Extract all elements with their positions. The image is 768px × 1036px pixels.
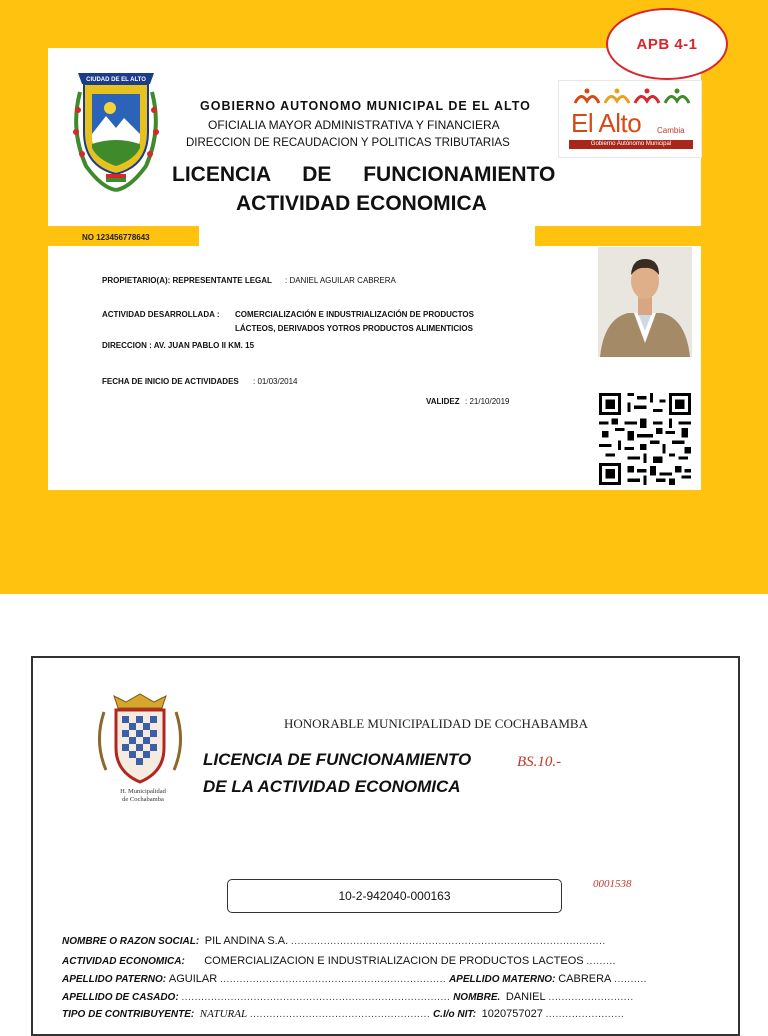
validity-label: VALIDEZ: [426, 397, 460, 406]
badge-label: APB 4-1: [636, 35, 698, 53]
certificate-serial: 0001538: [593, 878, 632, 890]
owner-label: PROPIETARIO(A): REPRESENTANTE LEGAL: [102, 276, 272, 285]
license-header-line3: DIRECCION DE RECAUDACION Y POLITICAS TRIBUTARIAS: [186, 137, 510, 149]
first-name-value: DANIEL: [505, 991, 546, 1003]
activity-value-line1: COMERCIALIZACIÓN E INDUSTRIALIZACIÓN DE PRODUCTOS: [235, 310, 474, 319]
maternal-label: APELLIDO MATERNO:: [448, 974, 556, 985]
dancers-icon: [571, 87, 691, 109]
activity-field-value: COMERCIALIZACION E INDUSTRIALIZACION DE PRODUCTOS LACTEOS: [204, 955, 584, 967]
dotted-line: .......................................................: [249, 1009, 431, 1020]
brand-suffix: Cambia: [657, 126, 685, 135]
owner-value: : DANIEL AGUILAR CABRERA: [285, 276, 396, 285]
activity-label: ACTIVIDAD DESARROLLADA :: [102, 310, 220, 319]
person-photo-icon: [598, 247, 692, 357]
license-title-line1: LICENCIA DE FUNCIONAMIENTO: [172, 163, 556, 186]
certificate-code-box: [227, 879, 562, 913]
certificate-title-line1: LICENCIA DE FUNCIONAMIENTO: [203, 750, 472, 769]
brand-name: El Alto: [571, 108, 642, 138]
start-date-value: : 01/03/2014: [253, 377, 298, 386]
surnames-row: [62, 973, 647, 985]
dotted-line: ..........: [614, 974, 647, 985]
activity-field-label: ACTIVIDAD ECONOMICA:: [62, 956, 185, 967]
married-label: APELLIDO DE CASADO:: [62, 992, 179, 1003]
taxpayer-value: NATURAL: [199, 1008, 248, 1020]
married-row: [62, 991, 634, 1003]
license-header-line2: OFICIALIA MAYOR ADMINISTRATIVA Y FINANCIERA: [208, 118, 500, 132]
name-value: PIL ANDINA S.A.: [204, 935, 289, 947]
seal-caption: [103, 788, 183, 804]
name-row: [62, 935, 606, 947]
el-alto-seal-logo: [66, 70, 166, 194]
el-alto-brand-logo: [558, 80, 702, 158]
maternal-value: CABRERA: [558, 973, 612, 985]
certificate-code: 10-2-942040-000163: [338, 889, 451, 903]
seal-caption-line1: H. Municipalidad: [120, 788, 166, 795]
seal-text: CIUDAD DE EL ALTO: [86, 77, 146, 83]
id-value: 1020757027: [481, 1008, 543, 1020]
seal-caption-line2: de Cochabamba: [122, 796, 164, 803]
dotted-line: ................................................................................................: [290, 936, 606, 947]
paternal-value: AGUILAR: [168, 973, 218, 985]
license-header-line1: GOBIERNO AUTONOMO MUNICIPAL DE EL ALTO: [200, 99, 531, 113]
license-title-line2: ACTIVIDAD ECONOMICA: [236, 192, 487, 215]
dotted-line: .....................................................................: [219, 974, 447, 985]
activity-row: [62, 955, 616, 967]
brand-bar: Gobierno Autónomo Municipal: [569, 140, 693, 149]
activity-value-line2: LÁCTEOS, DERIVADOS YOTROS PRODUCTOS ALIMENTICIOS: [235, 324, 473, 333]
cochabamba-coat-of-arms-logo: [96, 692, 184, 788]
taxpayer-label: TIPO DE CONTRIBUYENTE:: [62, 1009, 195, 1020]
id-label: C.I/o NIT:: [432, 1009, 477, 1020]
start-date-label: FECHA DE INICIO DE ACTIVIDADES: [102, 377, 239, 386]
certificate-price: BS.10.-: [517, 754, 562, 770]
first-name-label: NOMBRE.: [453, 992, 501, 1003]
dotted-line: ........................: [545, 1009, 625, 1020]
validity-value: : 21/10/2019: [465, 397, 510, 406]
paternal-label: APELLIDO PATERNO:: [62, 974, 167, 985]
white-band-segment: [199, 226, 535, 246]
qr-code-icon: [598, 393, 692, 485]
address: DIRECCION : AV. JUAN PABLO II KM. 15: [102, 341, 255, 350]
license-number: NO 123456778643: [82, 233, 150, 242]
taxpayer-row: [62, 1008, 624, 1020]
certificate-municipality: HONORABLE MUNICIPALIDAD DE COCHABAMBA: [284, 716, 588, 731]
certificate-title-line2: DE LA ACTIVIDAD ECONOMICA: [203, 777, 461, 796]
dotted-line: ..................................................................................: [181, 992, 451, 1003]
name-label: NOMBRE O RAZON SOCIAL:: [62, 936, 200, 947]
person-photo: [598, 247, 692, 357]
dotted-line: .........: [586, 956, 616, 967]
badge-oval: [606, 8, 728, 80]
dotted-line: ..........................: [548, 992, 634, 1003]
